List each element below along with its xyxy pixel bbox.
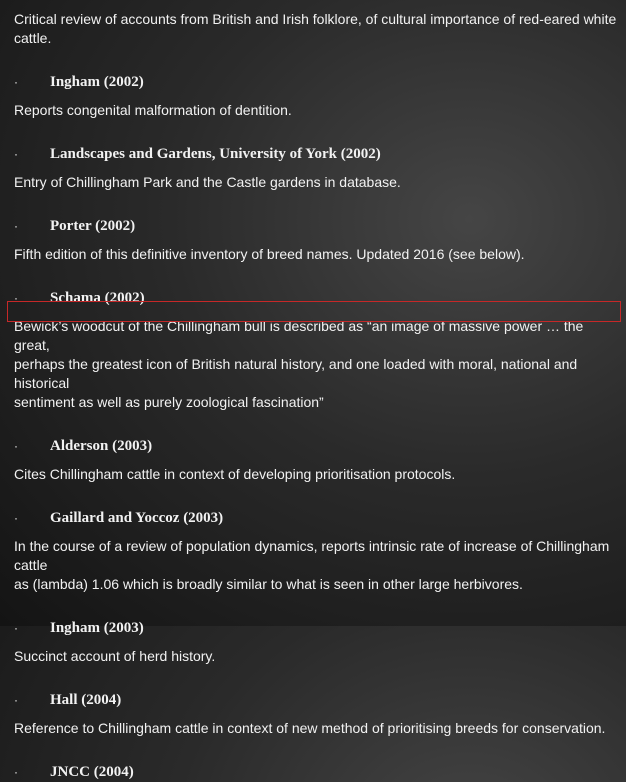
entry-heading-text: Hall (2004) bbox=[50, 692, 122, 708]
entry-heading-text: Ingham (2003) bbox=[50, 620, 144, 636]
bullet-icon: · bbox=[14, 439, 18, 453]
entry-description: Succinct account of herd history. bbox=[14, 648, 216, 664]
entry-heading-text: JNCC (2004) bbox=[50, 764, 134, 780]
bullet-icon: · bbox=[14, 147, 18, 161]
entry-heading-text: Gaillard and Yoccoz (2003) bbox=[50, 510, 224, 526]
bullet-icon: · bbox=[14, 75, 18, 89]
entry-heading bbox=[14, 289, 620, 308]
entry-description: Entry of Chillingham Park and the Castle gardens in database. bbox=[14, 174, 401, 190]
entry-heading-text: Ingham (2002) bbox=[50, 74, 144, 90]
entry-description-line: Bewick’s woodcut of the Chillingham bull is described as “an image of massive power … the great, bbox=[14, 318, 584, 353]
entry-heading bbox=[14, 619, 620, 638]
intro-paragraph: Critical review of accounts from British and Irish folklore, of cultural importance of red-eared white cattle. bbox=[14, 11, 617, 46]
entry-heading-text: Porter (2002) bbox=[50, 218, 136, 234]
entry-heading-text: Alderson (2003) bbox=[50, 438, 153, 454]
entry-heading bbox=[14, 691, 620, 710]
entry-description bbox=[14, 316, 620, 413]
entry-description: Cites Chillingham cattle in context of developing prioritisation protocols. bbox=[14, 466, 456, 482]
entry-heading bbox=[14, 763, 620, 782]
entry-heading bbox=[14, 145, 620, 164]
entry-description: Reports congenital malformation of dentition. bbox=[14, 102, 292, 118]
bullet-icon: · bbox=[14, 291, 18, 305]
entry-description bbox=[14, 536, 620, 595]
entry-description-line: perhaps the greatest icon of British natural history, and one loaded with moral, national and historical bbox=[14, 356, 578, 391]
bullet-icon: · bbox=[14, 693, 18, 707]
entry-heading bbox=[14, 437, 620, 456]
entry-description-line: In the course of a review of population dynamics, reports intrinsic rate of increase of Chillingham cattle bbox=[14, 538, 610, 573]
entry-description: Reference to Chillingham cattle in context of new method of prioritising breeds for conservation. bbox=[14, 720, 606, 736]
entry-description-line-highlighted: sentiment as well as purely zoological fascination” bbox=[14, 394, 324, 410]
entry-heading bbox=[14, 217, 620, 236]
bibliography-list bbox=[14, 9, 620, 782]
bullet-icon: · bbox=[14, 765, 18, 779]
bullet-icon: · bbox=[14, 621, 18, 635]
entry-heading bbox=[14, 73, 620, 92]
bullet-icon: · bbox=[14, 219, 18, 233]
entry-heading-text: Landscapes and Gardens, University of York (2002) bbox=[50, 146, 381, 162]
entry-heading-text: Schama (2002) bbox=[50, 290, 145, 306]
bullet-icon: · bbox=[14, 511, 18, 525]
entry-description-line: as (lambda) 1.06 which is broadly similar to what is seen in other large herbivores. bbox=[14, 576, 523, 592]
entry-heading bbox=[14, 509, 620, 528]
entry-description: Fifth edition of this definitive inventory of breed names. Updated 2016 (see below). bbox=[14, 246, 525, 262]
